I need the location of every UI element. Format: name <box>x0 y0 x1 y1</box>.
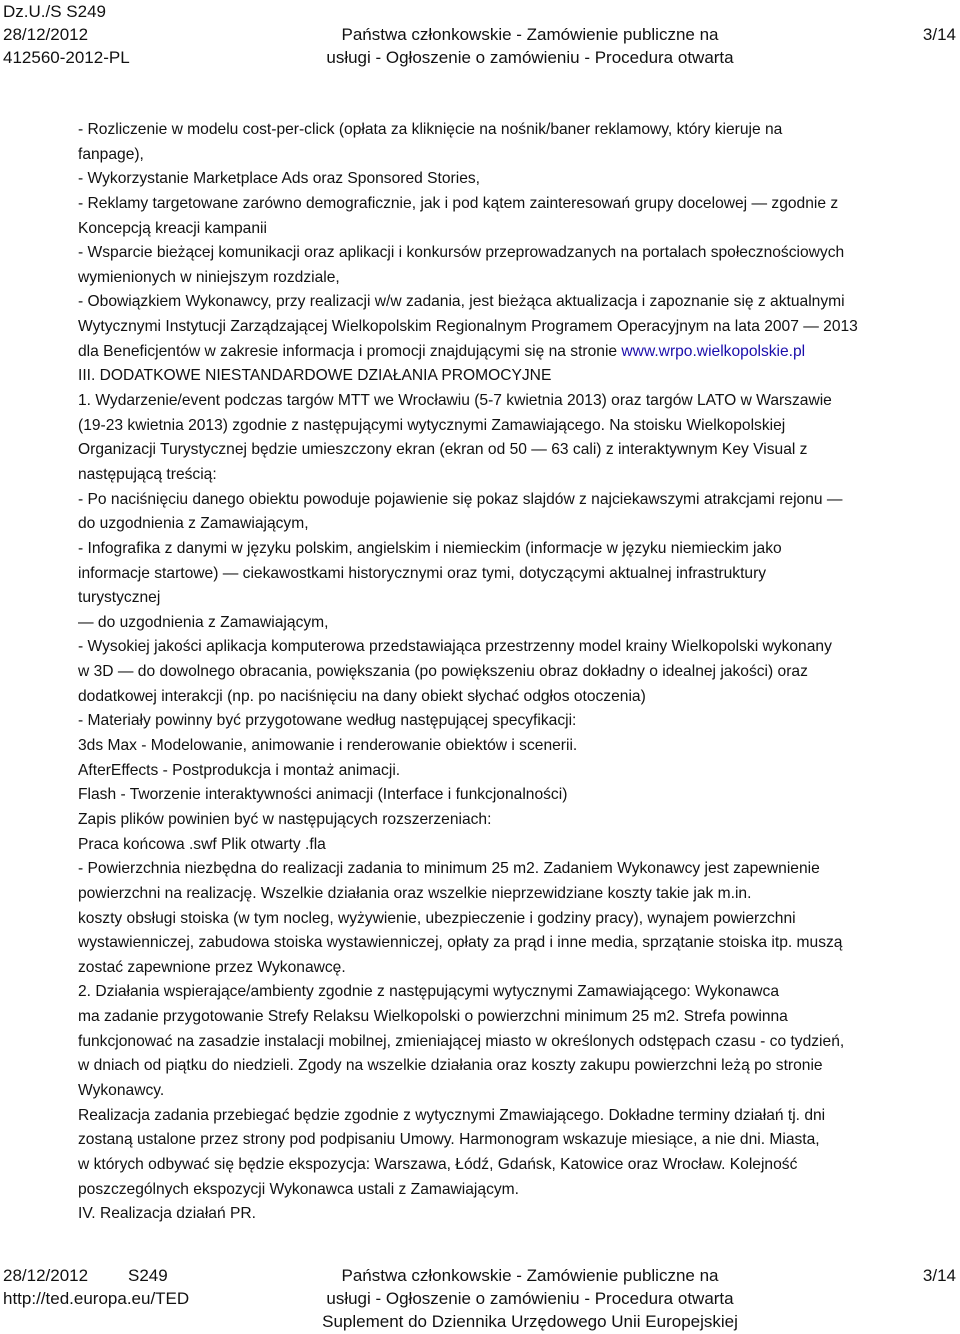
footer-issue: S249 <box>128 1266 168 1285</box>
text-line: - Reklamy targetowane zarówno demograficznie, jak i pod kątem zainteresowań grupy docelowej — zgodnie z <box>78 194 839 212</box>
document-body <box>78 118 952 1227</box>
text-line: w 3D — do dowolnego obracania, powiększania (po powiększeniu obraz dokładny o idealnej jakości) oraz <box>78 663 808 681</box>
text-line: AfterEffects - Postprodukcja i montaż animacji. <box>78 761 401 779</box>
text-line: Zapis plików powinien być w następujących rozszerzeniach: <box>78 810 492 828</box>
page-header <box>0 0 960 69</box>
header-title-line1: Państwa członkowskie - Zamówienie publiczne na <box>341 25 719 44</box>
footer-page-number: 3/14 <box>922 1266 956 1285</box>
wrpo-link[interactable]: www.wrpo.wielkopolskie.pl <box>621 342 806 360</box>
header-page-number: 3/14 <box>922 25 956 44</box>
text-line: turystycznej <box>78 589 161 607</box>
text-line: - Obowiązkiem Wykonawcy, przy realizacji w/w zadania, jest bieżąca aktualizacja i zapoznanie się z aktualnymi <box>78 293 845 311</box>
text-line: - Infografika z danymi w języku polskim, angielskim i niemieckim (informacje w języku niemieckim jako <box>78 539 782 557</box>
text-line: — do uzgodnienia z Zamawiającym, <box>78 613 329 631</box>
text-line: Wykonawcy. <box>78 1081 165 1099</box>
text-line: fanpage), <box>78 145 144 163</box>
text-line-with-link <box>78 340 952 365</box>
text-line: Realizacja zadania przebiegać będzie zgodnie z wytycznymi Zmawiającego. Dokładne terminy działań tj. dni <box>78 1106 826 1124</box>
footer-title-line1: Państwa członkowskie - Zamówienie publiczne na <box>341 1266 719 1285</box>
text-line: dodatkowej interakcji (np. po naciśnięciu na dany obiekt słychać odgłos otoczenia) <box>78 687 646 705</box>
text-line: Koncepcją kreacji kampanii <box>78 219 267 237</box>
text-line: poszczególnych ekspozycji Wykonawca ustali z Zamawiającym. <box>78 1180 519 1198</box>
text-line: 3ds Max - Modelowanie, animowanie i renderowanie obiektów i scenerii. <box>78 737 578 755</box>
text-line: - Powierzchnia niezbędna do realizacji zadania to minimum 25 m2. Zadaniem Wykonawcy jest zapewnienie <box>78 860 820 878</box>
text-line: informacje startowe) — ciekawostkami historycznymi oraz tymi, dotyczącymi aktualnej infrastruktury <box>78 564 767 582</box>
page-footer <box>0 1264 960 1333</box>
text-line: zostaną ustalone przez strony pod podpisaniu Umowy. Harmonogram wskazuje miesiące, a nie dni. Miasta, <box>78 1131 820 1149</box>
footer-date: 28/12/2012 <box>3 1266 89 1285</box>
text-line: - Po naciśnięciu danego obiektu powoduje pojawienie się pokaz slajdów z najciekawszymi atrakcjami rejonu — <box>78 490 843 508</box>
text-line: - Rozliczenie w modelu cost-per-click (opłata za kliknięcie na nośnik/baner reklamowy, który kieruje na <box>78 121 783 138</box>
text-line: - Materiały powinny być przygotowane według następującej specyfikacji: <box>78 712 577 730</box>
header-reference: 412560-2012-PL <box>3 48 130 67</box>
text-line: Flash - Tworzenie interaktywności animacji (Interface i funkcjonalności) <box>78 786 568 804</box>
text-line: powierzchni na realizację. Wszelkie działania oraz wszelkie nieprzewidziane koszty takie jak m.in. <box>78 884 752 902</box>
footer-title-line3: Suplement do Dziennika Urzędowego Unii Europejskiej <box>322 1312 738 1331</box>
text-line: w dniach od piątku do niedzieli. Zgody na wszelkie działania oraz koszty zakupu powierzchni leżą po stronie <box>78 1057 823 1075</box>
text-line: w których odbywać się będzie ekspozycja: Warszawa, Łódź, Gdańsk, Katowice oraz Wrocław. Kolejność <box>78 1155 798 1173</box>
header-title-line2: usługi - Ogłoszenie o zamówieniu - Procedura otwarta <box>326 48 734 67</box>
link-intro-text: dla Beneficjentów w zakresie informacja i promocji znajdującymi się na stronie <box>78 342 622 360</box>
footer-url[interactable]: http://ted.europa.eu/TED <box>3 1289 190 1308</box>
section-heading: III. DODATKOWE NIESTANDARDOWE DZIAŁANIA PROMOCYJNE <box>78 367 552 385</box>
text-line: do uzgodnienia z Zamawiającym, <box>78 515 309 533</box>
text-line: następującą treścią: <box>78 465 217 483</box>
text-line: 2. Działania wspierające/ambienty zgodnie z następującymi wytycznymi Zamawiającego: Wykonawca <box>78 983 780 1001</box>
footer-title-line2: usługi - Ogłoszenie o zamówieniu - Procedura otwarta <box>326 1289 734 1308</box>
text-line: wystawienniczej, zabudowa stoiska wystawienniczej, opłaty za prąd i inne media, sprzątanie stoiska itp. muszą <box>78 934 843 952</box>
text-line: ma zadanie przygotowanie Strefy Relaksu Wielkopolski o powierzchni minimum 25 m2. Strefa powinna <box>78 1008 788 1026</box>
text-line: Organizacji Turystycznej będzie umieszczony ekran (ekran od 50 — 63 cali) z interaktywnym Key Visual z <box>78 441 808 459</box>
section-heading: IV. Realizacja działań PR. <box>78 1205 256 1223</box>
header-date: 28/12/2012 <box>3 25 89 44</box>
text-line: (19-23 kwietnia 2013) zgodnie z następującymi wytycznymi Zamawiającego. Na stoisku Wielkopolskiej <box>78 416 786 434</box>
text-line: 1. Wydarzenie/event podczas targów MTT we Wrocławiu (5-7 kwietnia 2013) oraz targów LATO w Warszawie <box>78 392 832 410</box>
text-line: wymienionych w niniejszym rozdziale, <box>78 268 340 286</box>
text-line: Praca końcowa .swf Plik otwarty .fla <box>78 835 326 853</box>
text-line: - Wsparcie bieżącej komunikacji oraz aplikacji i konkursów przeprowadzanych na portalach społecznościowych <box>78 244 845 262</box>
text-line: - Wykorzystanie Marketplace Ads oraz Sponsored Stories, <box>78 170 481 188</box>
text-line: funkcjonować na zasadzie instalacji mobilnej, zmieniającej miasto w określonych odstępach czasu - co tydzień, <box>78 1032 845 1050</box>
text-line: koszty obsługi stoiska (w tym nocleg, wyżywienie, ubezpieczenie i godziny pracy), wynajem powierzchni <box>78 909 796 927</box>
text-line: - Wysokiej jakości aplikacja komputerowa przedstawiająca przestrzenny model krainy Wielkopolski wykonany <box>78 638 832 656</box>
text-line: Wytycznymi Instytucji Zarządzającej Wielkopolskim Regionalnym Programem Operacyjnym na lata 2007 — 2013 <box>78 318 858 336</box>
text-line: zostać zapewnione przez Wykonawcę. <box>78 958 346 976</box>
doc-id: Dz.U./S S249 <box>3 2 106 21</box>
